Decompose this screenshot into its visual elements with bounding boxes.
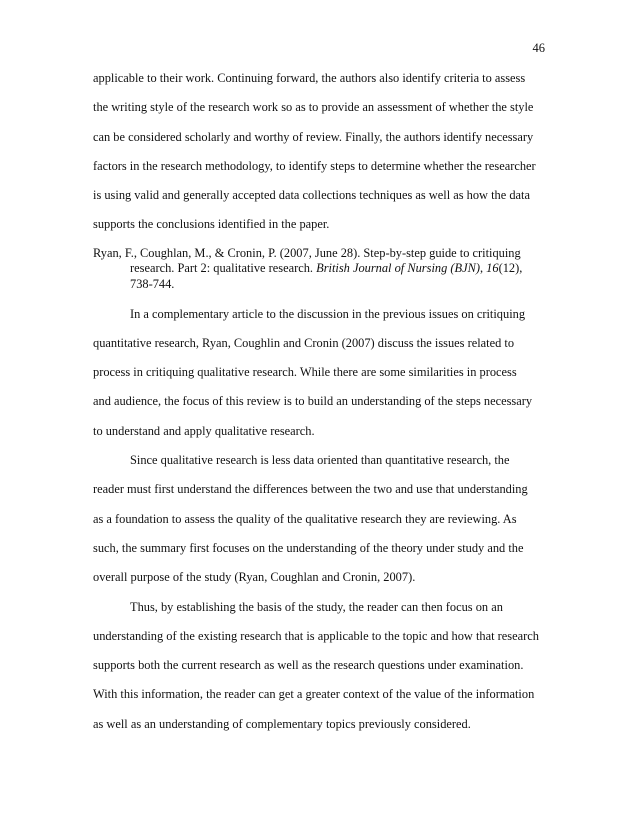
paragraph-line: factors in the research methodology, to identify steps to determine whether the researcher <box>93 158 536 173</box>
paragraph-2 <box>93 300 547 446</box>
reference-issue: (12), <box>498 261 523 276</box>
paragraph-line: With this information, the reader can get a greater context of the value of the information <box>93 687 535 702</box>
reference-separator: , <box>479 261 487 276</box>
paragraph-line: In a complementary article to the discussion in the previous issues on critiquing <box>130 306 526 321</box>
paragraph-line: understanding of the existing research that is applicable to the topic and how that research <box>93 628 539 643</box>
paragraph-line: Since qualitative research is less data oriented than quantitative research, the <box>130 453 510 468</box>
page-number: 46 <box>532 41 545 55</box>
paragraph-line: such, the summary first focuses on the understanding of the theory under study and the <box>93 540 524 555</box>
paragraph-line: can be considered scholarly and worthy of review. Finally, the authors identify necessary <box>93 129 534 144</box>
reference-line <box>93 261 547 277</box>
reference-entry <box>93 240 547 300</box>
paragraph-line: as well as an understanding of complementary topics previously considered. <box>93 716 471 731</box>
paragraph-line: reader must first understand the differences between the two and use that understanding <box>93 482 528 497</box>
paragraph-line: to understand and apply qualitative research. <box>93 423 315 438</box>
paragraph-3 <box>93 446 547 592</box>
paragraph-1 <box>93 64 547 240</box>
paragraph-line: and audience, the focus of this review is to build an understanding of the steps necessary <box>93 394 533 409</box>
paragraph-line: is using valid and generally accepted data collections techniques as well as how the data <box>93 188 530 203</box>
paragraph-line: supports the conclusions identified in the paper. <box>93 217 330 232</box>
paragraph-line: Thus, by establishing the basis of the study, the reader can then focus on an <box>130 599 503 614</box>
paragraph-line: process in critiquing qualitative research. While there are some similarities in process <box>93 365 517 380</box>
paragraph-line: supports both the current research as well as the research questions under examination. <box>93 658 524 673</box>
reference-line: Ryan, F., Coughlan, M., & Cronin, P. (2007, June 28). Step-by-step guide to critiquing <box>93 245 521 260</box>
paragraph-line: as a foundation to assess the quality of the qualitative research they are reviewing. As <box>93 511 517 526</box>
paragraph-line: overall purpose of the study (Ryan, Coughlan and Cronin, 2007). <box>93 570 416 585</box>
reference-journal: British Journal of Nursing (BJN) <box>316 261 480 276</box>
paragraph-4 <box>93 593 547 739</box>
reference-line: 738-744. <box>130 276 175 291</box>
reference-volume: 16 <box>486 261 499 276</box>
paragraph-line: applicable to their work. Continuing forward, the authors also identify criteria to assess <box>93 71 526 85</box>
reference-title-text: research. Part 2: qualitative research. <box>130 261 317 276</box>
paragraph-line: the writing style of the research work so as to provide an assessment of whether the style <box>93 100 534 115</box>
document-body <box>93 64 547 739</box>
paragraph-line: quantitative research, Ryan, Coughlin and Cronin (2007) discuss the issues related to <box>93 335 515 350</box>
